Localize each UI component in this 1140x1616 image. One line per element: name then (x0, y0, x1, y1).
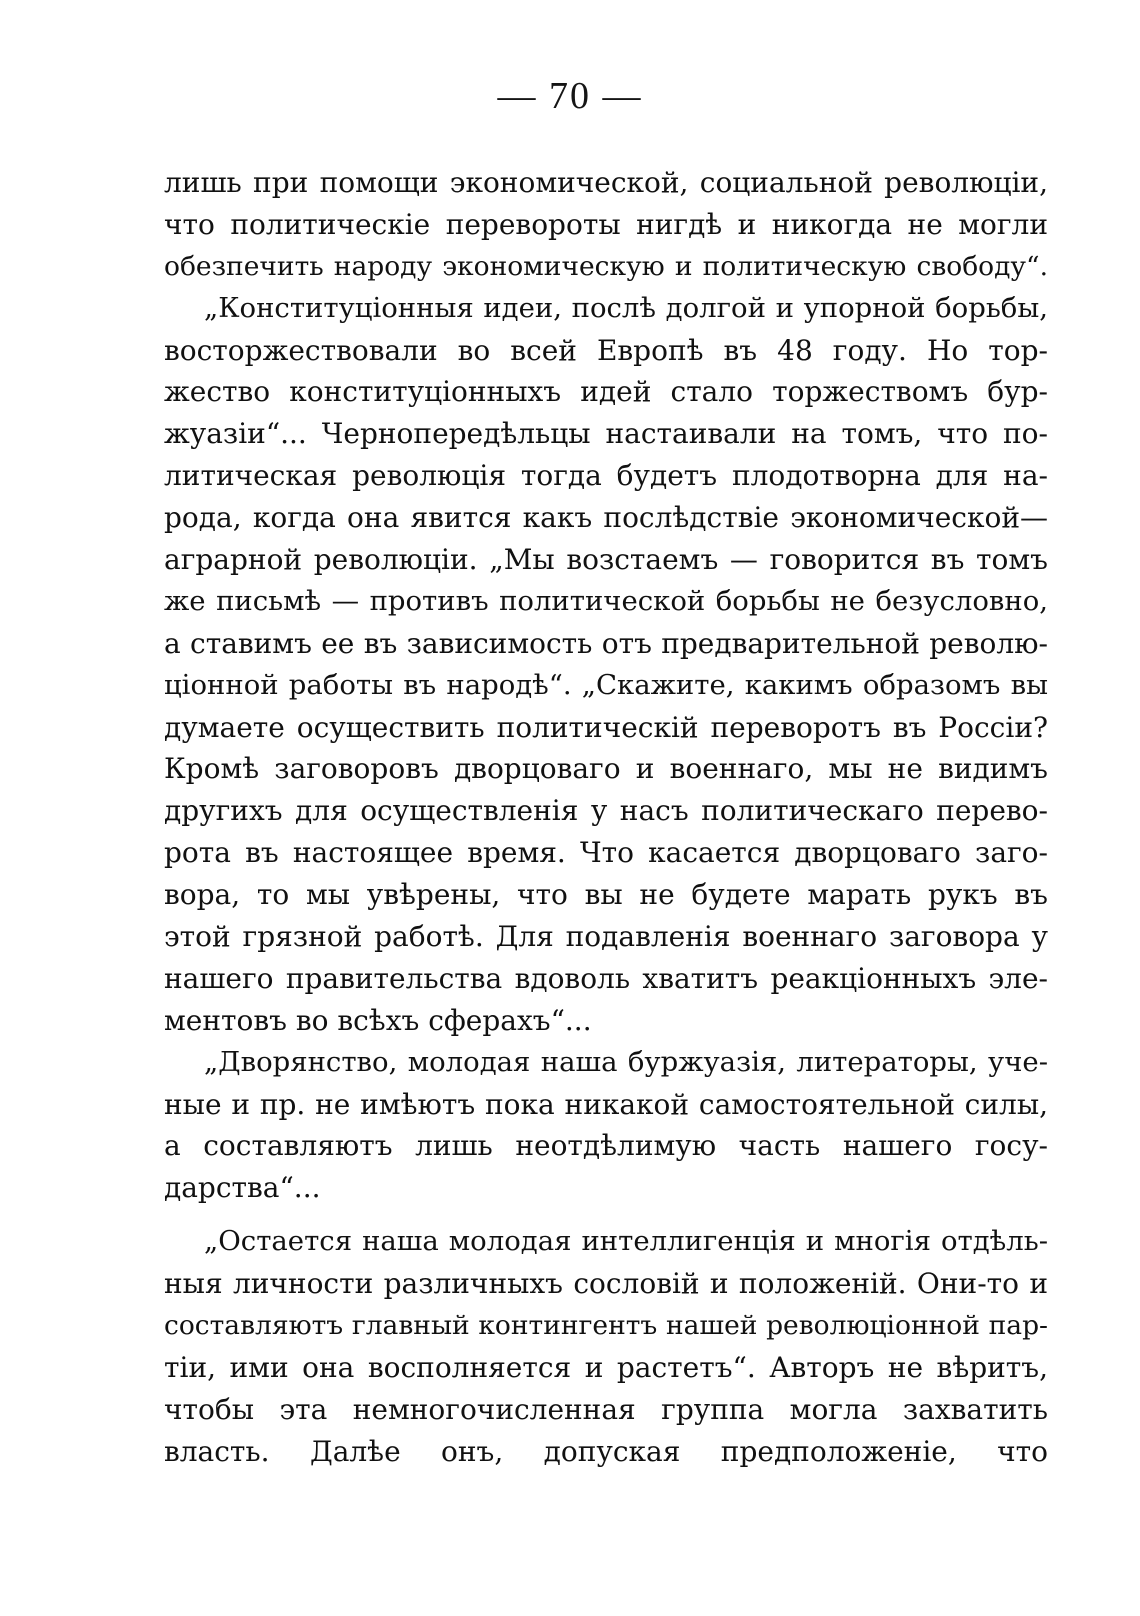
text-line: нашего правительства вдоволь хватитъ реакціонныхъ эле- (164, 961, 1048, 995)
page-number: — 70 — (497, 75, 643, 117)
text-line: „Конституціонныя идеи, послѣ долгой и упорной борьбы, (204, 291, 1048, 324)
text-line: чтобы эта немногочисленная группа могла захватить (164, 1392, 1048, 1426)
text-line: жество конституціонныхъ идей стало торжествомъ бур- (164, 375, 1048, 409)
text-line: „Дворянство, молодая наша буржуазія, литераторы, уче- (204, 1045, 1048, 1078)
text-line: думаете осуществить политическій переворотъ въ Россіи? (164, 710, 1048, 744)
text-line: восторжествовали во всей Европѣ въ 48 году. Но тор- (164, 333, 1048, 367)
text-line: аграрной революціи. „Мы возстаемъ — говорится въ томъ (164, 543, 1048, 577)
text-line: ціонной работы въ народѣ“. „Скажите, какимъ образомъ вы (164, 668, 1048, 701)
text-line: ные и пр. не имѣютъ пока никакой самостоятельной силы, (164, 1087, 1048, 1121)
text-line: а ставимъ ее въ зависимость отъ предварительной револю- (164, 626, 1048, 660)
text-line: тіи, ими она восполняется и растетъ“. Авторъ не вѣритъ, (164, 1350, 1048, 1384)
text-line: ментовъ во всѣхъ сферахъ“... (164, 1003, 592, 1037)
text-line: составляютъ главный контингентъ нашей революціонной пар- (164, 1310, 1048, 1342)
text-line: рота въ настоящее время. Что касается дворцоваго заго- (164, 836, 1048, 870)
text-line: этой грязной работѣ. Для подавленія военнаго заговора у (164, 920, 1048, 954)
text-line: власть. Далѣе онъ, допуская предположеніе, что (164, 1434, 1048, 1468)
text-line: лишь при помощи экономической, социальной революціи, (164, 166, 1048, 199)
text-line: Кромѣ заговоровъ дворцоваго и военнаго, мы не видимъ (164, 752, 1048, 786)
text-line: другихъ для осуществленія у насъ политическаго перево- (164, 794, 1048, 828)
text-line: обезпечить народу экономическую и политическую свободу“. (164, 250, 1048, 282)
text-line: что политическіе перевороты нигдѣ и никогда не могли (164, 207, 1048, 241)
text-line: литическая революція тогда будетъ плодотворна для на- (164, 459, 1048, 493)
text-line: вора, то мы увѣрены, что вы не будете марать рукъ въ (164, 878, 1048, 912)
text-line: же письмѣ — противъ политической борьбы не безусловно, (164, 584, 1048, 617)
text-line: а составляютъ лишь неотдѣлимую часть нашего госу- (164, 1129, 1048, 1163)
text-line: жуазіи“... Чернопередѣльцы настаивали на томъ, что по- (164, 417, 1048, 451)
text-line: рода, когда она явится какъ послѣдствіе экономической— (164, 501, 1048, 535)
text-line: „Остается наша молодая интеллигенція и многія отдѣль- (204, 1225, 1048, 1258)
text-line: ныя личности различныхъ сословій и положеній. Они-то и (164, 1267, 1048, 1301)
body-text (164, 162, 1048, 1473)
text-line: дарства“... (164, 1171, 321, 1205)
